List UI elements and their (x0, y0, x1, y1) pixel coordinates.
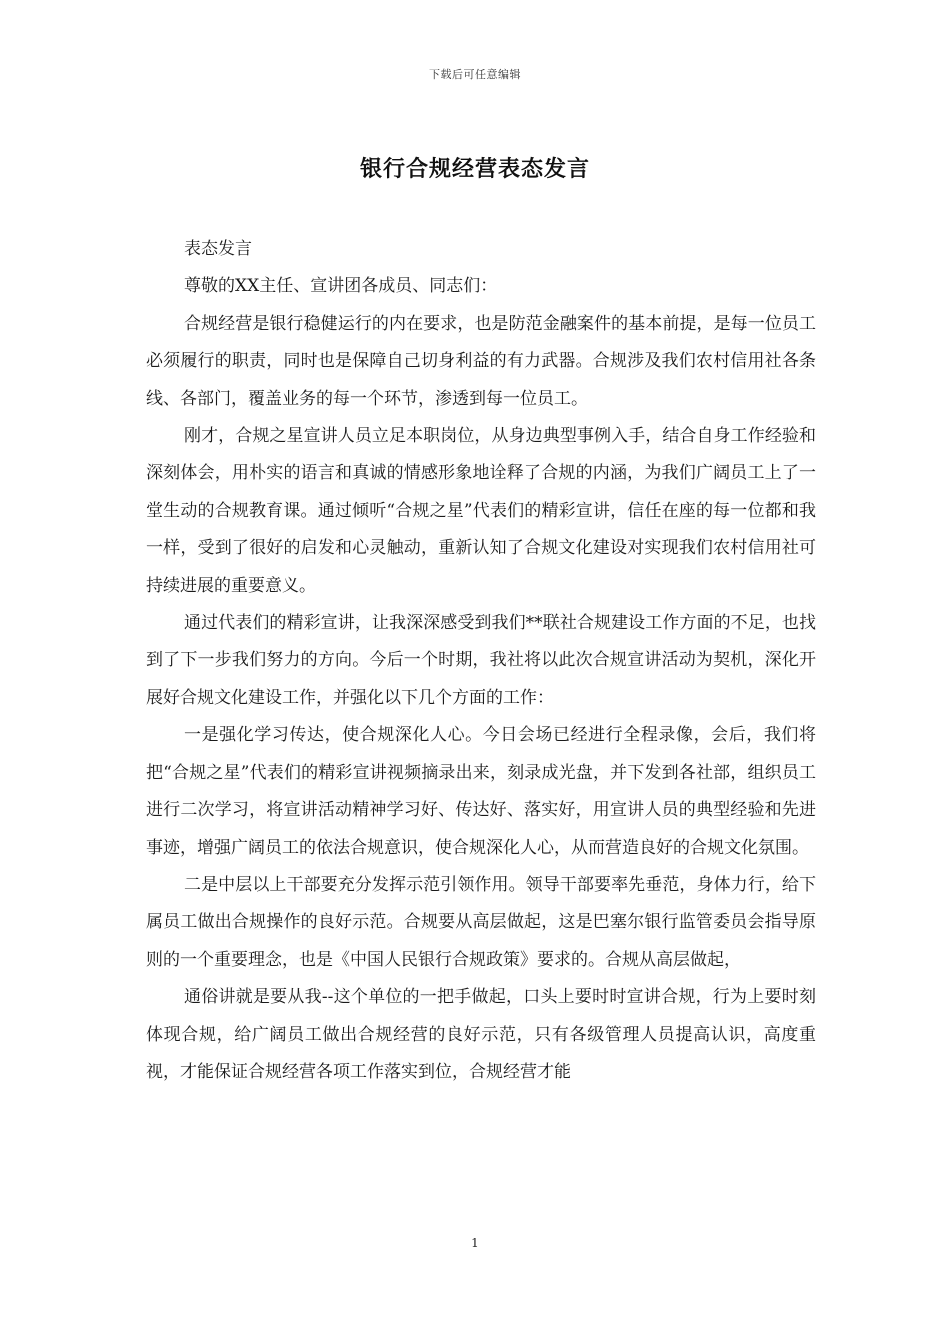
paragraph: 通过代表们的精彩宣讲，让我深深感受到我们**联社合规建设工作方面的不足，也找到了下一步我们努力的方向。今后一个时期，我社将以此次合规宣讲活动为契机，深化开展好合规文化建设工作，并强化以下几个方面的工作： (146, 613, 816, 708)
paragraph: 二是中层以上干部要充分发挥示范引领作用。领导干部要率先垂范，身体力行，给下属员工做出合规操作的良好示范。合规要从高层做起，这是巴塞尔银行监管委员会指导原则的一个重要理念，也是《中国人民银行合规政策》要求的。合规从高层做起， (146, 874, 816, 970)
page-header-note: 下载后可任意编辑 (429, 68, 521, 81)
document-title: 银行合规经营表态发言 (359, 156, 590, 182)
paragraph: 通俗讲就是要从我--这个单位的一把手做起，口头上要时时宣讲合规，行为上要时刻体现合规，给广阔员工做出合规经营的良好示范，只有各级管理人员提高认识，高度重视，才能保证合规经营各项工作落实到位，合规经营才能 (146, 987, 816, 1082)
paragraph: 合规经营是银行稳健运行的内在要求，也是防范金融案件的基本前提，是每一位员工必须履行的职责，同时也是保障自己切身利益的有力武器。合规涉及我们农村信用社各条线、各部门，覆盖业务的每一个环节，渗透到每一位员工。 (146, 313, 816, 409)
paragraph-heading: 表态发言 (184, 239, 252, 259)
paragraph: 刚才，合规之星宣讲人员立足本职岗位，从身边典型事例入手，结合自身工作经验和深刻体会，用朴实的语言和真诚的情感形象地诠释了合规的内涵，为我们广阔员工上了一堂生动的合规教育课。通过倾听“合规之星”代表们的精彩宣讲，信任在座的每一位都和我一样，受到了很好的启发和心灵触动，重新认知了合规文化建设对实现我们农村信用社可持续进展的重要意义。 (146, 426, 816, 596)
paragraph: 一是强化学习传达，使合规深化人心。今日会场已经进行全程录像，会后，我们将把“合规之星”代表们的精彩宣讲视频摘录出来，刻录成光盘，并下发到各社部，组织员工进行二次学习，将宣讲活动精神学习好、传达好、落实好，用宣讲人员的典型经验和先进事迹，增强广阔员工的依法合规意识，使合规深化人心，从而营造良好的合规文化氛围。 (146, 725, 816, 858)
page-number: 1 (471, 1236, 479, 1250)
document-body (146, 231, 816, 1091)
paragraph-salutation: 尊敬的XX主任、宣讲团各成员、同志们： (184, 276, 498, 297)
